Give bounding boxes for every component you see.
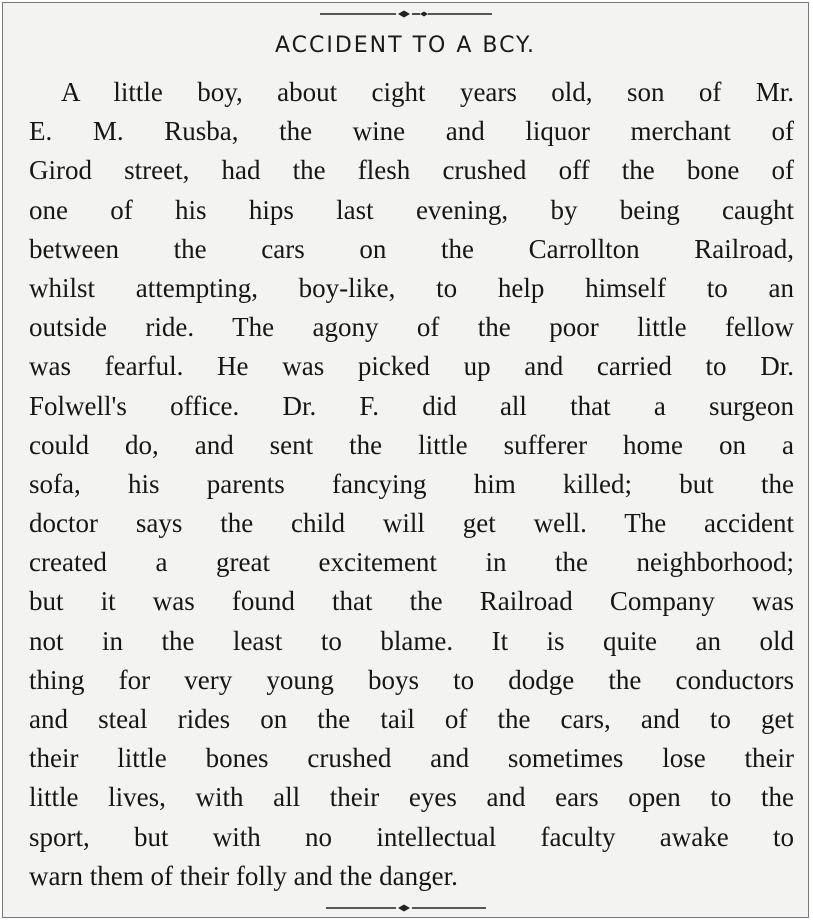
article-line: was fearful. He was picked up and carried to Dr. — [29, 351, 794, 382]
article-headline: ACCIDENT TO A BCY. — [274, 33, 537, 58]
article-line: Girod street, had the flesh crushed off the bone of — [29, 155, 794, 186]
article-line: thing for very young boys to dodge the conductors — [29, 664, 794, 695]
bottom-ornamental-rule — [326, 903, 486, 913]
article-line: warn them of their folly and the danger. — [29, 860, 458, 891]
article-line: E. M. Rusba, the wine and liquor merchant of — [29, 116, 794, 147]
article-line: A little boy, about cight years old, son of Mr. — [61, 77, 794, 107]
article-body — [29, 73, 794, 896]
article-line: little lives, with all their eyes and ears open to the — [29, 782, 794, 813]
article-line: one of his hips last evening, by being caught — [29, 194, 794, 225]
article-line: not in the least to blame. It is quite an old — [29, 625, 794, 656]
article-line: but it was found that the Railroad Company was — [29, 586, 794, 617]
article-line: could do, and sent the little sufferer home on a — [29, 429, 794, 460]
article-line: created a great excitement in the neighborhood; — [29, 547, 794, 578]
article-line: their little bones crushed and sometimes lose their — [29, 743, 794, 774]
article-line: sport, but with no intellectual faculty awake to — [29, 821, 794, 852]
article-line: Folwell's office. Dr. F. did all that a surgeon — [29, 390, 794, 421]
article-line: doctor says the child will get well. The accident — [29, 508, 794, 539]
article-line: between the cars on the Carrollton Railroad, — [29, 233, 794, 264]
top-ornamental-rule — [320, 9, 492, 19]
newspaper-clipping — [2, 2, 809, 918]
article-line: whilst attempting, boy-like, to help himself to an — [29, 272, 794, 303]
article-line: and steal rides on the tail of the cars, and to get — [29, 704, 794, 734]
article-line: sofa, his parents fancying him killed; but the — [29, 468, 794, 499]
article-line: outside ride. The agony of the poor little fellow — [29, 312, 794, 343]
